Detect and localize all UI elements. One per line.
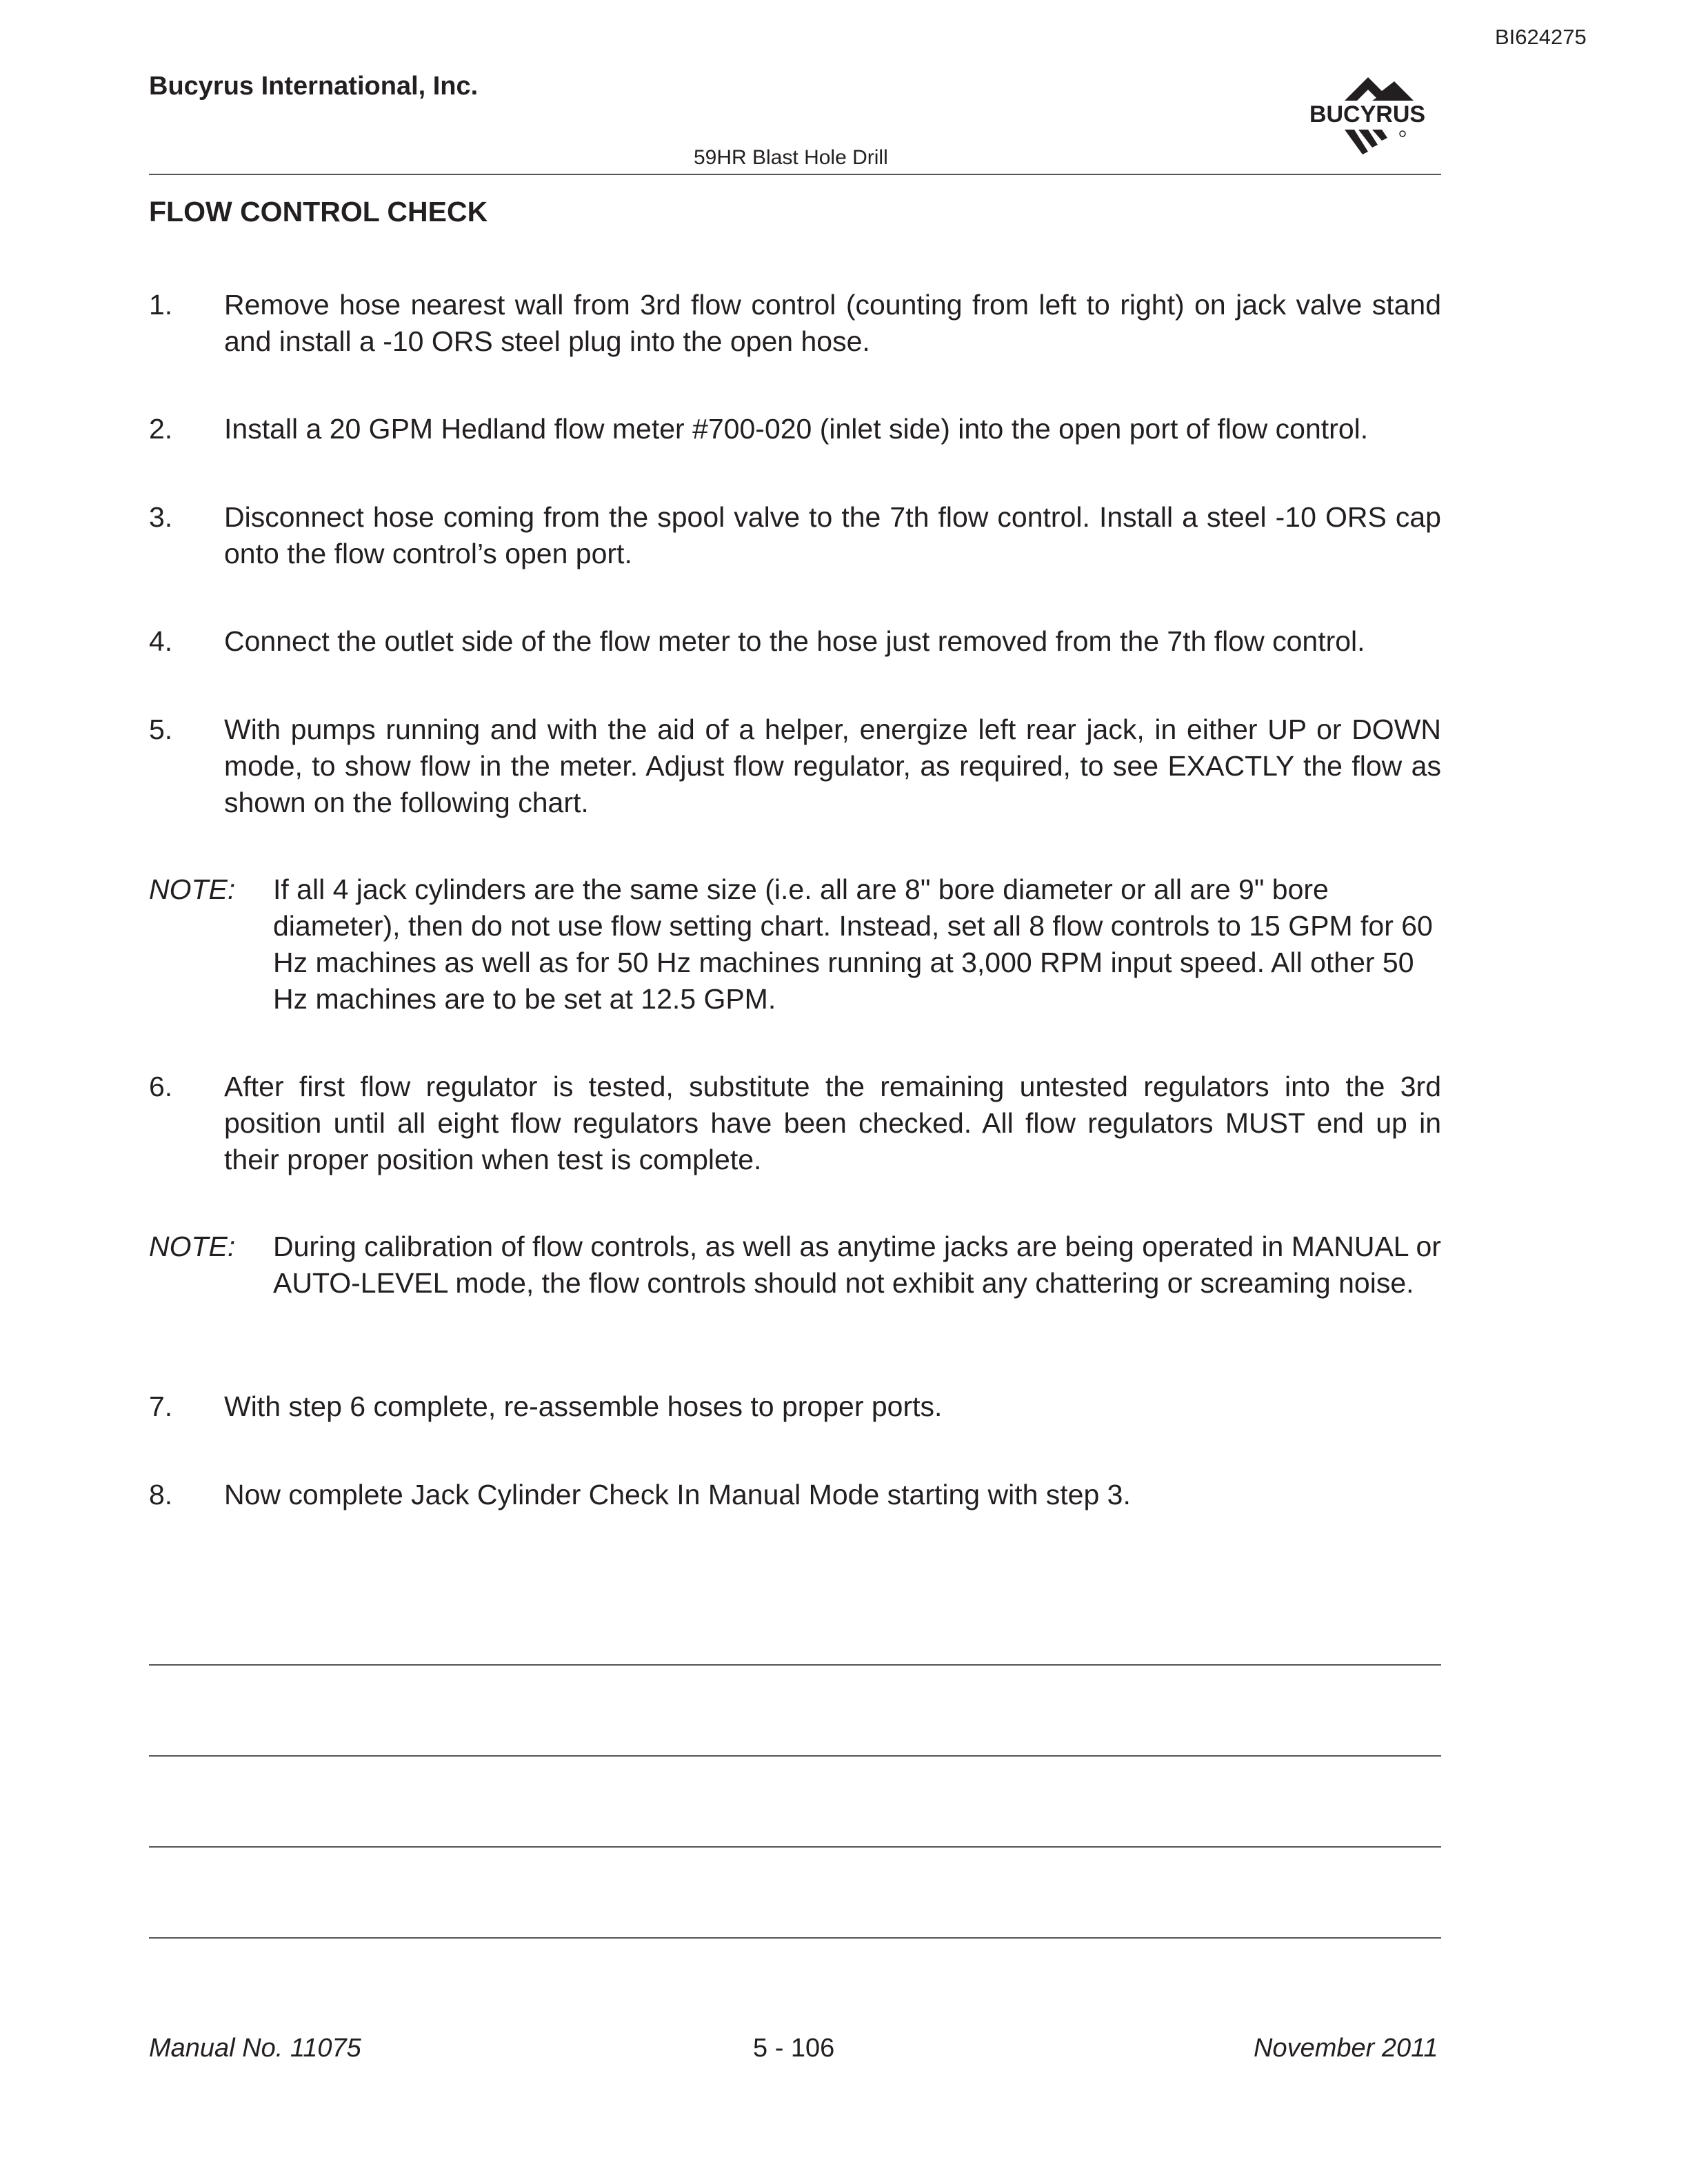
bucyrus-logo [1291,70,1444,161]
step-text: Install a 20 GPM Hedland flow meter #700-020 (inlet side) into the open port of flow control. [224,413,1369,445]
note-label: NOTE: [149,1231,236,1262]
section-title: FLOW CONTROL CHECK [149,196,488,228]
step-6 [149,1069,1441,1178]
step-1 [149,287,1441,360]
step-8 [149,1477,1441,1513]
note-2 [149,1228,1441,1302]
step-number: 4. [149,625,173,657]
step-text: With pumps running and with the aid of a helper, energize left rear jack, in either UP or DOWN mode, to show flow in the meter. Adjust flow regulator, as required, to see EXACTLY the flow as shown on the following chart. [224,714,1441,818]
blank-line [149,1664,1441,1666]
step-7 [149,1388,1441,1425]
footer-date: November 2011 [1254,2034,1438,2063]
svg-text:BUCYRUS: BUCYRUS [1309,101,1426,128]
step-number: 7. [149,1391,173,1422]
step-number: 6. [149,1071,173,1102]
step-text: Disconnect hose coming from the spool valve to the 7th flow control. Install a steel -10 ORS cap onto the flow control’s open port. [224,501,1441,569]
footer-page-number: 5 - 106 [753,2034,835,2063]
step-5 [149,711,1441,821]
step-number: 3. [149,501,173,533]
step-number: 5. [149,714,173,745]
step-3 [149,499,1441,572]
step-number: 2. [149,413,173,445]
step-text: Connect the outlet side of the flow meter to the hose just removed from the 7th flow control. [224,625,1365,657]
step-text: Remove hose nearest wall from 3rd flow control (counting from left to right) on jack valve stand and install a -10 ORS steel plug into the open hose. [224,289,1441,357]
step-text: With step 6 complete, re-assemble hoses to proper ports. [224,1391,943,1422]
document-subtitle: 59HR Blast Hole Drill [694,146,888,169]
step-4 [149,623,1441,660]
blank-line [149,1846,1441,1848]
step-number: 1. [149,289,173,321]
header-rule [149,174,1441,175]
step-number: 8. [149,1479,173,1510]
blank-line [149,1937,1441,1939]
step-text: After first flow regulator is tested, substitute the remaining untested regulators into the 3rd position until all eight flow regulators have been checked. All flow regulators MUST end up in their proper position when test is complete. [224,1071,1441,1175]
company-name: Bucyrus International, Inc. [149,72,479,101]
note-1 [149,871,1441,1018]
step-2 [149,411,1441,447]
footer-manual-number: Manual No. 11075 [149,2034,361,2063]
note-label: NOTE: [149,873,236,905]
step-text: Now complete Jack Cylinder Check In Manual Mode starting with step 3. [224,1479,1131,1510]
note-text: During calibration of flow controls, as well as anytime jacks are being operated in MANUAL or AUTO-LEVEL mode, the flow controls should not exhibit any chattering or screaming noise. [273,1231,1441,1299]
note-text: If all 4 jack cylinders are the same size (i.e. all are 8" bore diameter or all are 9" bore diameter), then do not use flow setting chart. Instead, set all 8 flow controls to 15 GPM for 60 Hz machines as well as for 50 Hz machines running at 3,000 RPM input speed. All other 50 Hz machines are to be set at 12.5 GPM. [273,873,1433,1015]
document-id: BI624275 [1495,25,1587,49]
blank-line [149,1755,1441,1757]
